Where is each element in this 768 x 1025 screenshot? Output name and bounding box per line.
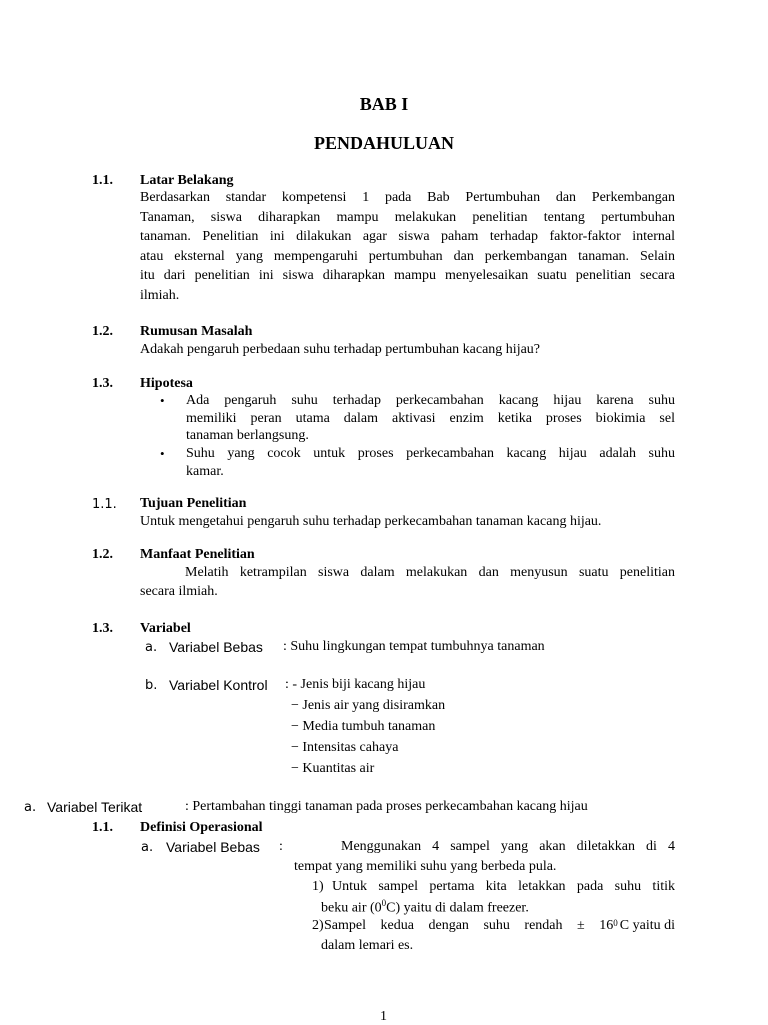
variable-label: Variabel Bebas bbox=[169, 639, 263, 655]
section-number: 1.1. bbox=[92, 173, 113, 188]
hypothesis-line: Ada pengaruh suhu terhadap perkecambahan kacang hijau karena suhu bbox=[186, 393, 675, 408]
list-marker: b. bbox=[145, 678, 158, 693]
hypothesis-line: tanaman berlangsung. bbox=[186, 428, 309, 443]
paragraph-tujuan-penelitian: Untuk mengetahui pengaruh suhu terhadap perkecambahan tanaman kacang hijau. bbox=[140, 514, 602, 529]
hypothesis-item bbox=[186, 445, 675, 480]
variable-label: Variabel Kontrol bbox=[169, 677, 268, 693]
definition-line: Untuk sampel pertama kita letakkan pada suhu titik bbox=[332, 879, 675, 894]
paragraph-line: ilmiah. bbox=[140, 287, 180, 303]
control-variable-item: − Kuantitas air bbox=[291, 761, 375, 776]
control-variable-item: − Media tumbuh tanaman bbox=[291, 719, 436, 734]
variable-value: : - Jenis biji kacang hijau bbox=[285, 677, 426, 692]
variable-value: : Suhu lingkungan tempat tumbuhnya tanaman bbox=[283, 639, 545, 654]
section-number: 1.3. bbox=[92, 621, 113, 636]
section-number: 1.2. bbox=[92, 547, 113, 562]
list-marker: a. bbox=[141, 840, 154, 855]
hypothesis-line: memiliki peran utama dalam aktivasi enzim ketika proses biokimia sel bbox=[186, 410, 675, 426]
paragraph-manfaat-line: Melatih ketrampilan siswa dalam melakukan dan menyusun suatu penelitian bbox=[185, 565, 675, 580]
variable-label: Variabel Terikat bbox=[47, 799, 143, 815]
section-number: 1.3. bbox=[92, 376, 113, 391]
paragraph-manfaat-line: secara ilmiah. bbox=[140, 584, 218, 599]
paragraph-line: Tanaman, siswa diharapkan mampu melakukan penelitian tentang pertumbuhan bbox=[140, 209, 675, 225]
section-heading-latar-belakang: Latar Belakang bbox=[140, 173, 234, 188]
variable-colon: : bbox=[279, 839, 283, 854]
control-variable-item: − Intensitas cahaya bbox=[291, 740, 399, 755]
definition-line: Menggunakan 4 sampel yang akan diletakkan di 4 bbox=[341, 839, 675, 854]
paragraph-latar-belakang bbox=[140, 188, 675, 305]
paragraph-line: itu dari penelitian ini siswa diharapkan mampu menyelesaikan suatu penelitian secara bbox=[140, 268, 675, 283]
bullet-icon: • bbox=[160, 393, 165, 408]
hypothesis-line: kamar. bbox=[186, 463, 224, 479]
numbered-marker: 2) bbox=[312, 918, 324, 933]
control-variable-item: − Jenis air yang disiramkan bbox=[291, 698, 446, 713]
list-marker: a. bbox=[145, 640, 158, 655]
hypothesis-line: Suhu yang cocok untuk proses perkecambahan kacang hijau adalah suhu bbox=[186, 446, 675, 461]
page-number: 1 bbox=[380, 1009, 387, 1024]
section-number: 1.2. bbox=[92, 324, 113, 339]
section-heading-manfaat-penelitian: Manfaat Penelitian bbox=[140, 547, 255, 562]
definition-line: dalam lemari es. bbox=[321, 938, 414, 953]
list-marker: a. bbox=[24, 800, 37, 815]
section-number: 1.1. bbox=[92, 497, 117, 512]
hypothesis-item bbox=[186, 392, 675, 445]
section-heading-definisi-operasional: Definisi Operasional bbox=[140, 820, 263, 835]
paragraph-line: atau eksternal yang mempengaruhi pertumbuhan dan perkembangan tanaman. Selain bbox=[140, 248, 675, 264]
section-heading-variabel: Variabel bbox=[140, 621, 191, 636]
paragraph-line: tanaman. Penelitian ini dilakukan agar siswa paham terhadap faktor-faktor internal bbox=[140, 229, 675, 244]
variable-value: : Pertambahan tinggi tanaman pada proses perkecambahan kacang hijau bbox=[185, 799, 588, 814]
section-number: 1.1. bbox=[92, 820, 113, 835]
chapter-number: BAB I bbox=[359, 94, 409, 114]
paragraph-line: Berdasarkan standar kompetensi 1 pada Bab Pertumbuhan dan Perkembangan bbox=[140, 190, 675, 205]
numbered-marker: 1) bbox=[312, 879, 324, 894]
definition-line: tempat yang memiliki suhu yang berbeda pula. bbox=[294, 859, 557, 874]
bullet-icon: • bbox=[160, 446, 165, 461]
paragraph-rumusan-masalah: Adakah pengaruh perbedaan suhu terhadap pertumbuhan kacang hijau? bbox=[140, 342, 541, 357]
section-heading-rumusan-masalah: Rumusan Masalah bbox=[140, 324, 253, 339]
section-heading-hipotesa: Hipotesa bbox=[140, 376, 193, 391]
section-heading-tujuan-penelitian: Tujuan Penelitian bbox=[140, 496, 247, 511]
definition-line: beku air $(0^0C)$ yaitu di dalam freezer. bbox=[321, 898, 529, 916]
variable-label: Variabel Bebas bbox=[166, 839, 260, 855]
chapter-title: PENDAHULUAN bbox=[313, 133, 454, 153]
definition-line: Sampel kedua dengan suhu rendah ± 16 0 C yaitu di bbox=[324, 918, 675, 933]
